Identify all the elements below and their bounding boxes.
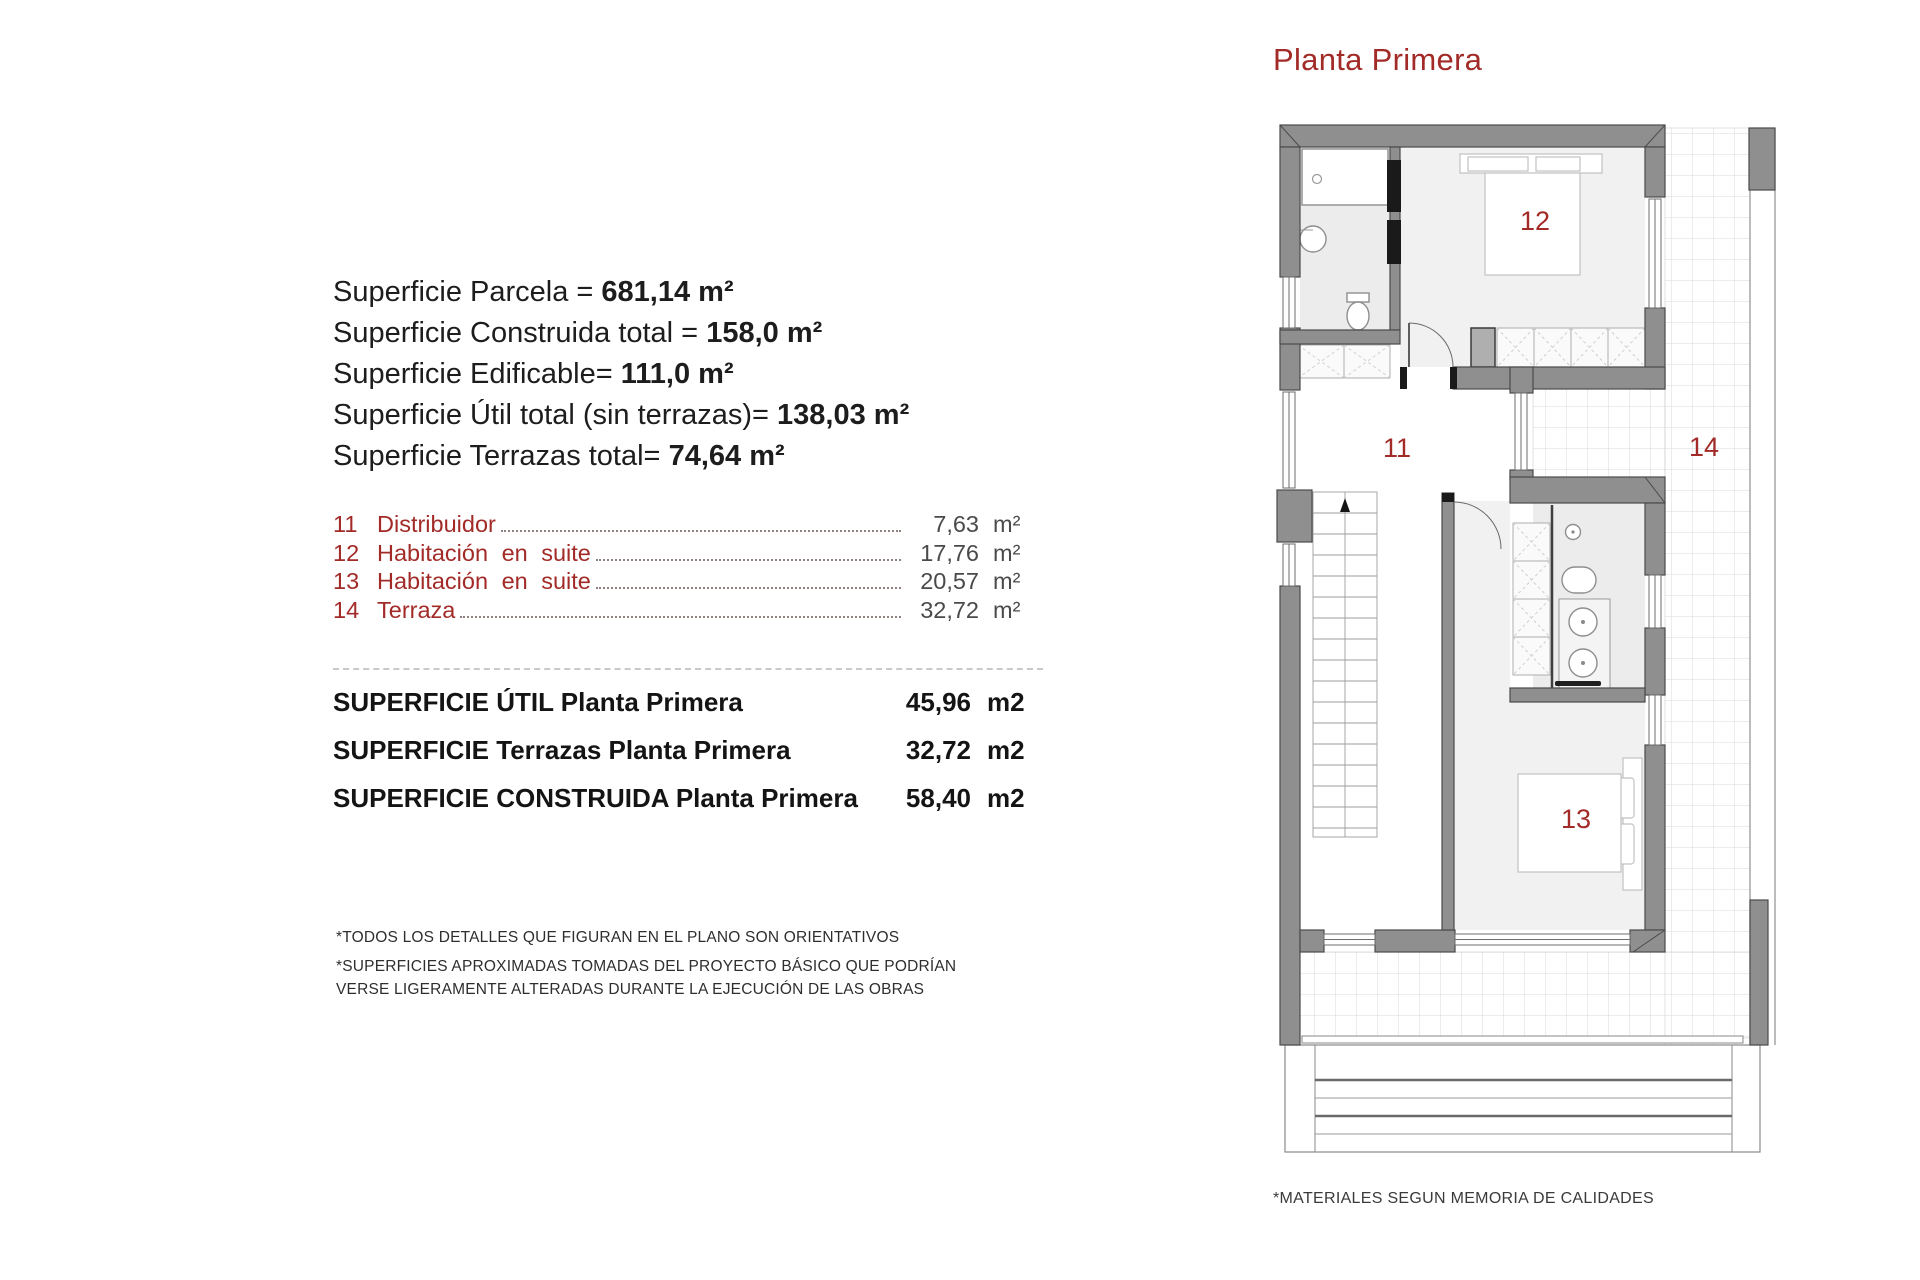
total-label: SUPERFICIE Terrazas Planta Primera xyxy=(333,735,791,765)
room-area-unit: m² xyxy=(993,568,1021,595)
total-value: 58,40 xyxy=(905,783,971,813)
wardrobe-room12 xyxy=(1497,328,1645,367)
terrace-pillar-top xyxy=(1749,128,1775,190)
room-schedule xyxy=(333,511,1039,625)
total-unit: m2 xyxy=(987,783,1025,813)
wardrobe-column xyxy=(1513,523,1550,675)
room-area: 20,57 xyxy=(920,568,979,595)
plan-label-11: 11 xyxy=(1382,433,1412,463)
sliding-door-south-1 xyxy=(1324,934,1375,945)
surface-label: Superficie Edificable= xyxy=(333,358,621,390)
room-number: 12 xyxy=(333,539,360,566)
staircase xyxy=(1313,492,1377,837)
room-area: 32,72 xyxy=(920,596,979,623)
toilet-cistern xyxy=(1347,293,1369,302)
dashed-divider xyxy=(333,668,1043,670)
surface-value: 138,03 m² xyxy=(777,399,910,431)
room-number: 11 xyxy=(333,511,358,537)
window-room12-east xyxy=(1649,199,1661,308)
towel-rail xyxy=(1555,681,1601,686)
hall-closet xyxy=(1298,345,1390,378)
surface-line-parcela xyxy=(333,272,909,313)
floor-plan xyxy=(1272,112,1792,1168)
room-name: Terraza xyxy=(377,596,456,623)
surface-value: 74,64 m² xyxy=(668,440,785,472)
room-number: 14 xyxy=(333,596,360,623)
dotted-leader xyxy=(596,587,901,589)
total-unit: m2 xyxy=(987,687,1025,717)
room-area: 17,76 xyxy=(920,539,979,566)
dotted-leader xyxy=(501,530,901,532)
surface-label: Superficie Construida total = xyxy=(333,317,707,349)
total-row-util xyxy=(333,687,1043,718)
room-area-unit: m² xyxy=(993,539,1021,566)
total-row-terrazas xyxy=(333,735,1043,766)
room-area-unit: m² xyxy=(993,596,1021,623)
surface-summary-block xyxy=(333,272,909,477)
total-unit: m2 xyxy=(987,735,1025,765)
room-name: Distribuidor xyxy=(377,511,496,537)
surface-line-construida xyxy=(333,313,909,354)
window-room13-east xyxy=(1649,695,1661,745)
dotted-leader xyxy=(596,559,901,561)
room-row-11 xyxy=(333,511,1039,540)
materials-footnote: *MATERIALES SEGUN MEMORIA DE CALIDADES xyxy=(1273,1190,1654,1207)
disclaimer-line-2: *SUPERFICIES APROXIMADAS TOMADAS DEL PROYECTO BÁSICO QUE PODRÍAN VERSE LIGERAMENTE ALTERADAS DURANTE LA EJECUCIÓN DE LAS OBRAS xyxy=(336,958,957,998)
window-left-1 xyxy=(1283,277,1295,328)
terrace-steps xyxy=(1285,1045,1760,1152)
terrace-pillar-bottom xyxy=(1750,900,1768,1045)
window-left-3 xyxy=(1283,544,1295,586)
plan-label-12: 12 xyxy=(1519,206,1551,236)
room-area-unit: m² xyxy=(993,511,1021,537)
surface-line-edificable xyxy=(333,354,909,395)
surface-line-terrazas xyxy=(333,436,909,477)
window-left-2 xyxy=(1283,392,1295,488)
total-label: SUPERFICIE ÚTIL Planta Primera xyxy=(333,687,743,717)
plan-label-14: 14 xyxy=(1688,432,1720,462)
window-distribuidor-east xyxy=(1515,393,1527,470)
floor-plan-svg xyxy=(1272,112,1792,1168)
glass-balustrade xyxy=(1302,1036,1743,1043)
surface-line-util xyxy=(333,395,909,436)
sliding-door-south-2 xyxy=(1455,934,1630,945)
surface-value: 158,0 m² xyxy=(706,317,823,349)
floor-totals-block xyxy=(333,668,1043,831)
total-value: 45,96 xyxy=(905,687,971,717)
total-row-construida xyxy=(333,783,1043,814)
room-row-13 xyxy=(333,568,1039,597)
plan-title: Planta Primera xyxy=(1273,42,1483,77)
disclaimer-line-1: *TODOS LOS DETALLES QUE FIGURAN EN EL PLANO SON ORIENTATIVOS xyxy=(336,929,900,946)
surface-value: 111,0 m² xyxy=(620,358,734,390)
total-label: SUPERFICIE CONSTRUIDA Planta Primera xyxy=(333,783,858,813)
toilet-bowl xyxy=(1347,302,1369,330)
shower-tray xyxy=(1302,149,1388,205)
dotted-leader xyxy=(460,616,901,618)
room-name: Habitación en suite xyxy=(377,568,591,595)
window-bath-east xyxy=(1649,575,1661,628)
room-number: 13 xyxy=(333,568,360,595)
total-value: 32,72 xyxy=(905,735,971,765)
pocket-door-bath-top xyxy=(1387,160,1401,264)
surface-label: Superficie Terrazas total= xyxy=(333,440,669,472)
room-row-14 xyxy=(333,597,1039,626)
surface-label: Superficie Parcela = xyxy=(333,276,602,308)
room-name: Habitación en suite xyxy=(377,539,591,566)
surface-value: 681,14 m² xyxy=(601,276,734,308)
room-area: 7,63 xyxy=(933,511,979,537)
shaft-unit xyxy=(1471,328,1495,367)
surface-label: Superficie Útil total (sin terrazas)= xyxy=(333,399,778,431)
plan-label-13: 13 xyxy=(1560,804,1592,834)
room-row-12 xyxy=(333,540,1039,569)
bidet xyxy=(1562,567,1596,593)
